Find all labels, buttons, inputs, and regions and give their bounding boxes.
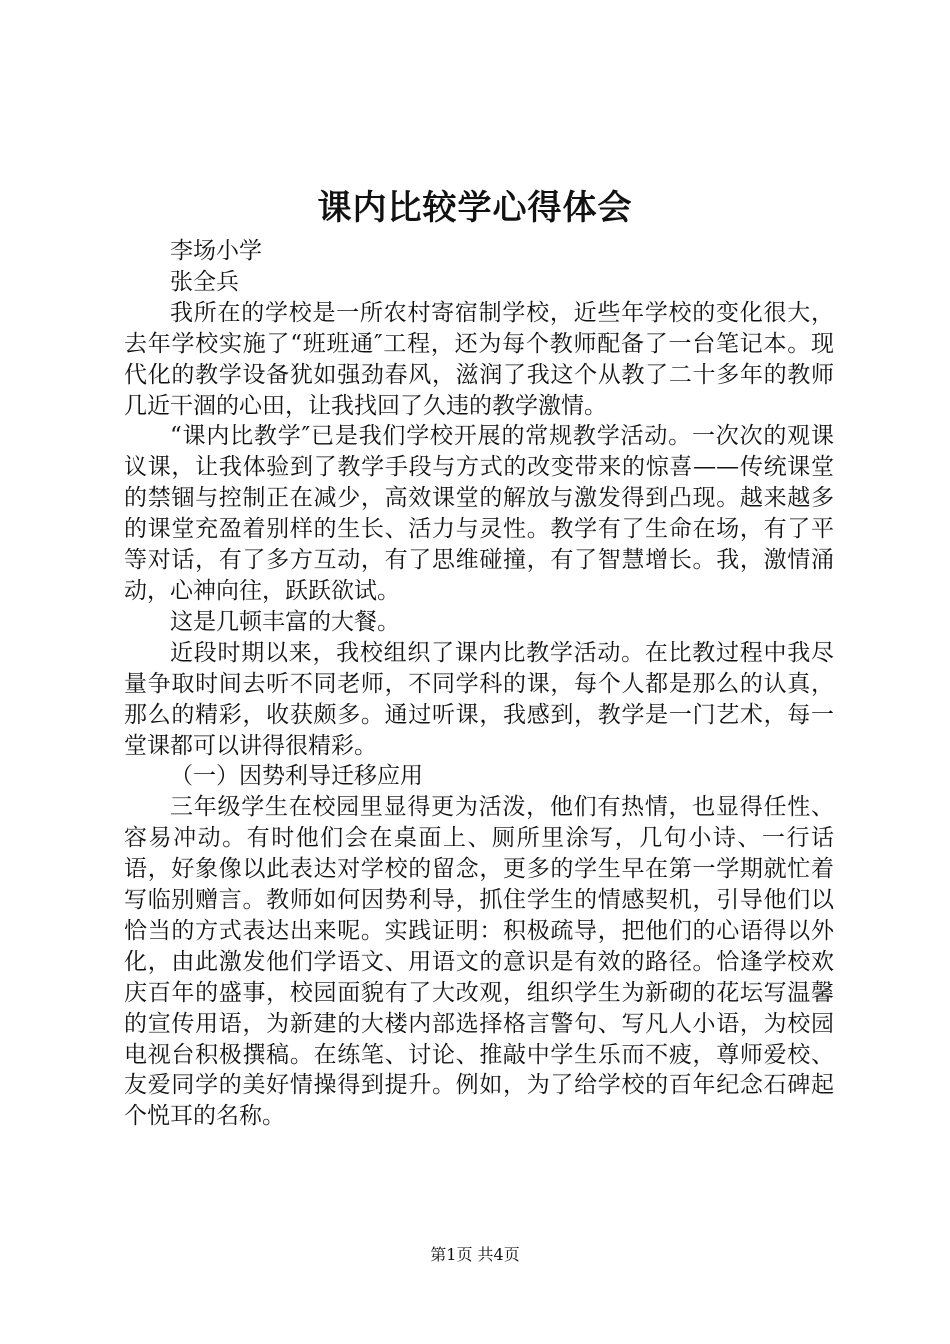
page-footer: 第1页 共4页 bbox=[430, 1245, 520, 1264]
section-heading-1: （一）因势利导迁移应用 bbox=[170, 763, 423, 790]
document-title: 课内比较学心得体会 bbox=[317, 188, 633, 228]
document-body bbox=[124, 236, 834, 1132]
paragraph-3: 这是几顿丰富的大餐。 bbox=[170, 608, 400, 635]
school-name: 李场小学 bbox=[170, 238, 262, 264]
paragraph-1: 我所在的学校是一所农村寄宿制学校，近些年学校的变化很大，去年学校实施了“班班通″工程，还为每个教师配备了一台笔记本。现代化的教学设备犹如强劲春风，滋润了我这个从教了二十多年的教师几近干涸的心田，让我找回了久违的教学激情。 bbox=[124, 299, 834, 419]
author-name: 张全兵 bbox=[170, 268, 239, 295]
paragraph-4: 近段时期以来，我校组织了课内比教学活动。在比教过程中我尽量争取时间去听不同老师，不同学科的课，每个人都是那么的认真，那么的精彩，收获颇多。通过听课，我感到，教学是一门艺术，每一堂课都可以讲得很精彩。 bbox=[124, 639, 834, 759]
paragraph-5: 三年级学生在校园里显得更为活泼，他们有热情，也显得任性、容易冲动。有时他们会在桌面上、厕所里涂写，几句小诗、一行话语，好象像以此表达对学校的留念，更多的学生早在第一学期就忙着写临别赠言。教师如何因势利导，抓住学生的情感契机，引导他们以恰当的方式表达出来呢。实践证明：积极疏导，把他们的心语得以外化，由此激发他们学语文、用语文的意识是有效的路径。恰逢学校欢庆百年的盛事，校园面貌有了大改观，组织学生为新砌的花坛写温馨的宣传用语，为新建的大楼内部选择格言警句、写凡人小语，为校园电视台积极撰稿。在练笔、讨论、推敲中学生乐而不疲，尊师爱校、友爱同学的美好情操得到提升。例如，为了给学校的百年纪念石碑起个悦耳的名称。 bbox=[124, 794, 834, 1130]
paragraph-2: “课内比教学″已是我们学校开展的常规教学活动。一次次的观课议课，让我体验到了教学手段与方式的改变带来的惊喜——传统课堂的禁锢与控制正在减少，高效课堂的解放与激发得到凸现。越来越多的课堂充盈着别样的生长、活力与灵性。教学有了生命在场，有了平等对话，有了多方互动，有了思维碰撞，有了智慧增长。我，激情涌动，心神向往，跃跃欲试。 bbox=[124, 423, 834, 604]
